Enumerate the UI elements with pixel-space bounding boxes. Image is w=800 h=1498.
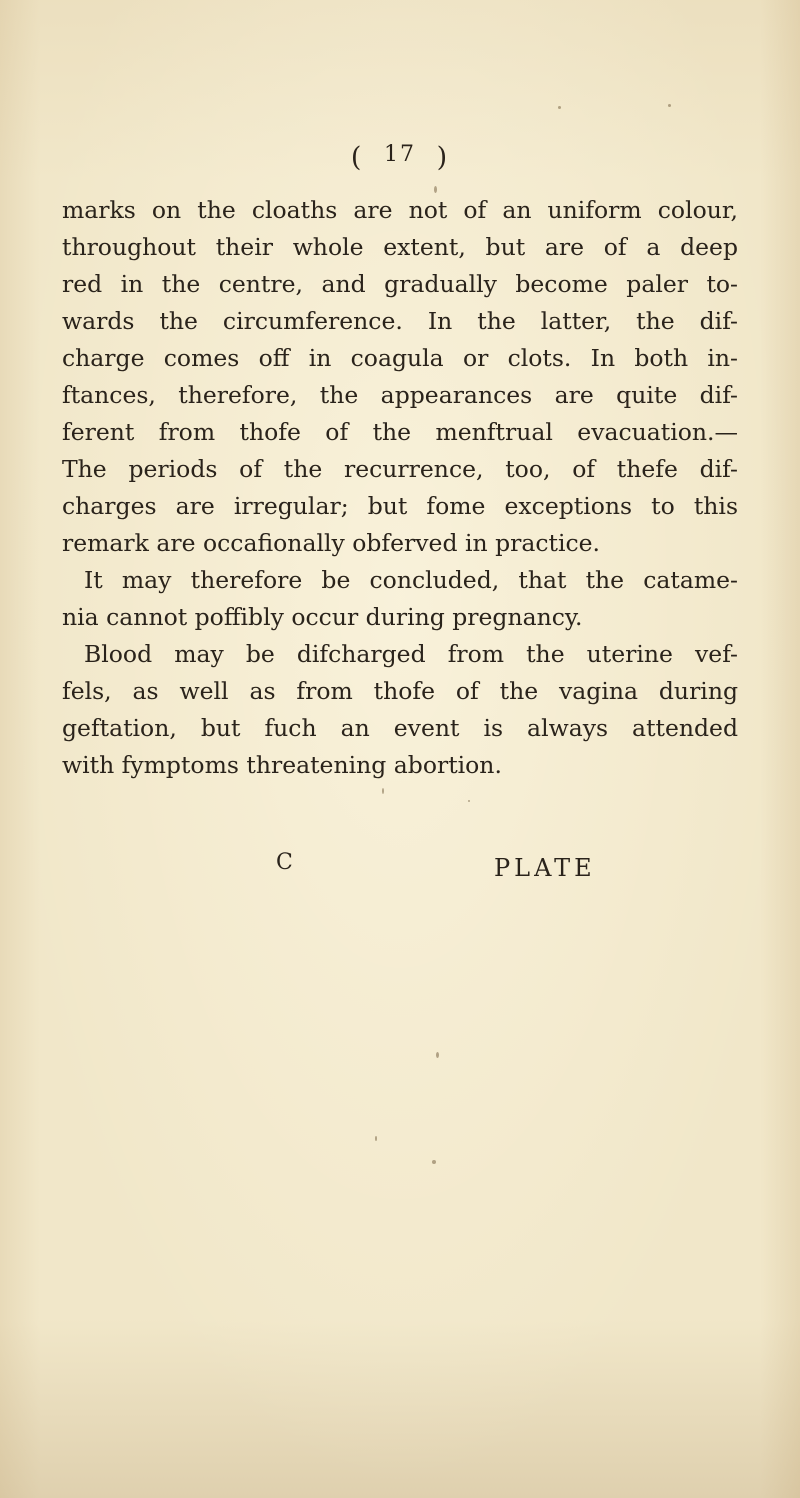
text-line: geftation, but fuch an event is always attended [62,714,738,742]
text-line: wards the circumference. In the latter, the dif- [62,307,738,335]
page-header [0,142,800,173]
paper-speck [382,788,384,794]
page-number: 17 [384,142,416,167]
catchword: PLATE [494,854,596,882]
text-line: with fymptoms threatening abortion. [62,751,502,779]
text-line: The periods of the recurrence, too, of thefe dif- [62,455,738,483]
text-line: ftances, therefore, the appearances are quite dif- [62,381,738,409]
signature-mark: C [276,850,293,875]
text-line: remark are occafionally obferved in practice. [62,529,601,557]
text-line: ferent from thofe of the menftrual evacuation.— [62,418,738,446]
text-line: charges are irregular; but fome exceptions to this [62,492,738,520]
header-open-paren: ( [350,142,364,173]
text-line: charge comes off in coagula or clots. In both in- [62,344,738,372]
text-line: red in the centre, and gradually become paler to- [62,270,738,298]
paper-speck [668,104,671,107]
text-line: It may therefore be concluded, that the catame- [84,566,738,594]
text-line: marks on the cloaths are not of an uniform colour, [62,196,738,224]
text-line: fels, as well as from thofe of the vagina during [62,677,738,705]
header-close-paren: ) [436,142,450,173]
text-line: Blood may be difcharged from the uterine vef- [84,640,738,668]
text-line: nia cannot poffibly occur during pregnancy. [62,603,583,631]
body-text [62,192,738,784]
paper-speck [436,1052,439,1058]
paper-speck [375,1136,377,1141]
text-line: throughout their whole extent, but are of a deep [62,233,738,261]
paper-speck [468,800,470,802]
paper-speck [558,106,561,109]
page-footer [0,850,800,890]
paper-speck [432,1160,436,1164]
